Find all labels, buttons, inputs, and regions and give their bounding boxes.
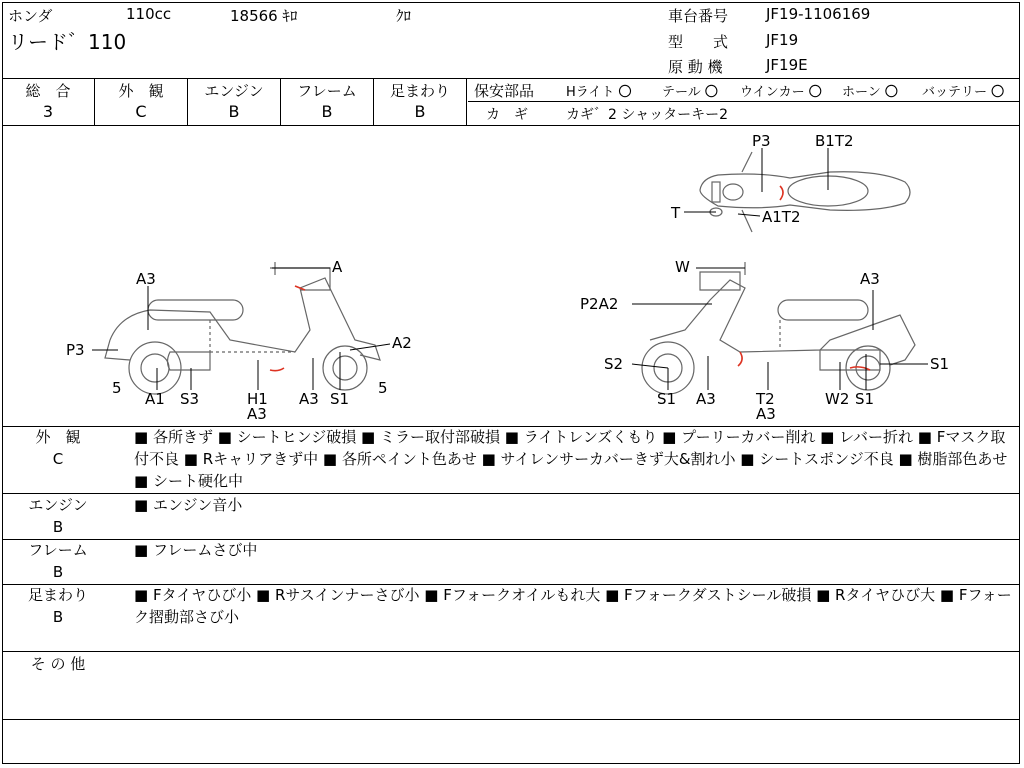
left-label: 5	[378, 379, 388, 397]
remark-label-frame: フレーム B	[28, 541, 88, 581]
grade-header-exterior: 外 観	[118, 82, 164, 100]
left-label: 5	[112, 379, 122, 397]
remark-label-other: そ の 他	[30, 655, 86, 673]
grade-overall: 3	[42, 102, 54, 121]
remark-label-exterior: 外 観 C	[35, 428, 81, 468]
grade-header-suspension: 足まわり	[389, 82, 450, 100]
type-label: 型 式	[668, 33, 729, 51]
displacement: 110cc	[126, 5, 172, 23]
maker: ホンダ	[8, 7, 53, 25]
left-label: H1	[247, 390, 268, 408]
remark-text-exterior: ■ 各所きず ■ シートヒンジ破損 ■ ミラー取付部破損 ■ ライトレンズくもり ■ プーリーカバー削れ ■ レバー折れ ■ Fマスク取付不良 ■ Rキャリアきず中 ■ 各所ペイント色あせ ■ サイレンサーカバーきず大&割れ小 ■ シートスポンジ不良 ■ 樹脂部色あせ ■ シート硬化中	[134, 428, 1008, 490]
divider	[2, 651, 1020, 652]
divider	[2, 78, 1020, 79]
frame-no: JF19-1106169	[766, 5, 871, 23]
key-value: カギ゛2 シャッターキー2	[566, 107, 728, 123]
left-label: A1	[145, 390, 165, 408]
remark-text-suspension: ■ Fタイヤひび小 ■ Rサスインナーさび小 ■ Fフォークオイルもれ大 ■ Fフォークダストシール破損 ■ Rタイヤひび大 ■ Fフォーク摺動部さび小	[134, 586, 1012, 626]
grade-engine: B	[228, 102, 240, 121]
left-label: S3	[180, 390, 200, 408]
model-name: リード゛110	[8, 30, 127, 54]
key-label: カ ギ	[486, 107, 528, 123]
right-label: A3	[696, 390, 716, 408]
left-label: A3	[299, 390, 319, 408]
safety-label: 保安部品	[474, 82, 535, 100]
right-label: W	[675, 258, 690, 276]
safety-item-horn: ホーン 〇	[842, 85, 898, 100]
left-label: A3	[247, 405, 267, 423]
type-value: JF19	[766, 31, 799, 49]
top-label: B1T2	[815, 132, 854, 150]
remark-text-frame: ■ フレームさび中	[134, 541, 258, 559]
divider	[466, 78, 467, 125]
top-label: P3	[752, 132, 771, 150]
diagram-labels	[66, 132, 949, 423]
right-label: S1	[657, 390, 677, 408]
left-label: S1	[330, 390, 350, 408]
engine-label: 原 動 機	[668, 58, 723, 76]
right-label: S2	[604, 355, 624, 373]
grade-header-frame: フレーム	[297, 82, 357, 100]
scooter-top-view	[700, 152, 910, 232]
grade-frame: B	[321, 102, 333, 121]
right-label: W2	[825, 390, 850, 408]
engine-value: JF19E	[766, 56, 808, 74]
divider	[468, 101, 1020, 102]
grade-suspension: B	[414, 102, 426, 121]
grade-header-overall: 総 合	[25, 82, 71, 100]
left-label: A	[332, 258, 343, 276]
mileage: 18566 ｷﾛ	[230, 7, 298, 25]
safety-item-winker: ウインカー 〇	[740, 85, 822, 100]
safety-item-tail: テール 〇	[662, 85, 718, 100]
remark-label-suspension: 足まわり B	[27, 586, 88, 626]
top-label: A1T2	[762, 208, 801, 226]
right-label: A3	[756, 405, 776, 423]
safety-item-battery: バッテリー 〇	[922, 85, 1005, 100]
right-label: A3	[860, 270, 880, 288]
right-label: T2	[756, 390, 775, 408]
damage-diagram	[0, 126, 1024, 426]
left-label: A3	[136, 270, 156, 288]
remark-label-engine: エンジン B	[28, 496, 88, 536]
frame-no-label: 車台番号	[668, 7, 729, 25]
grade-exterior: C	[135, 102, 147, 121]
grade-header-engine: エンジン	[204, 82, 264, 100]
color: ｸﾛ	[396, 7, 412, 25]
right-label: S1	[930, 355, 950, 373]
left-label: A2	[392, 334, 412, 352]
safety-item-headlight: Hライト 〇	[566, 85, 632, 100]
right-label: P2A2	[580, 295, 619, 313]
right-label: S1	[855, 390, 875, 408]
divider	[2, 719, 1020, 720]
left-label: P3	[66, 341, 85, 359]
leader-lines	[92, 148, 928, 390]
remark-text-engine: ■ エンジン音小	[134, 496, 243, 514]
top-label: T	[671, 204, 681, 222]
